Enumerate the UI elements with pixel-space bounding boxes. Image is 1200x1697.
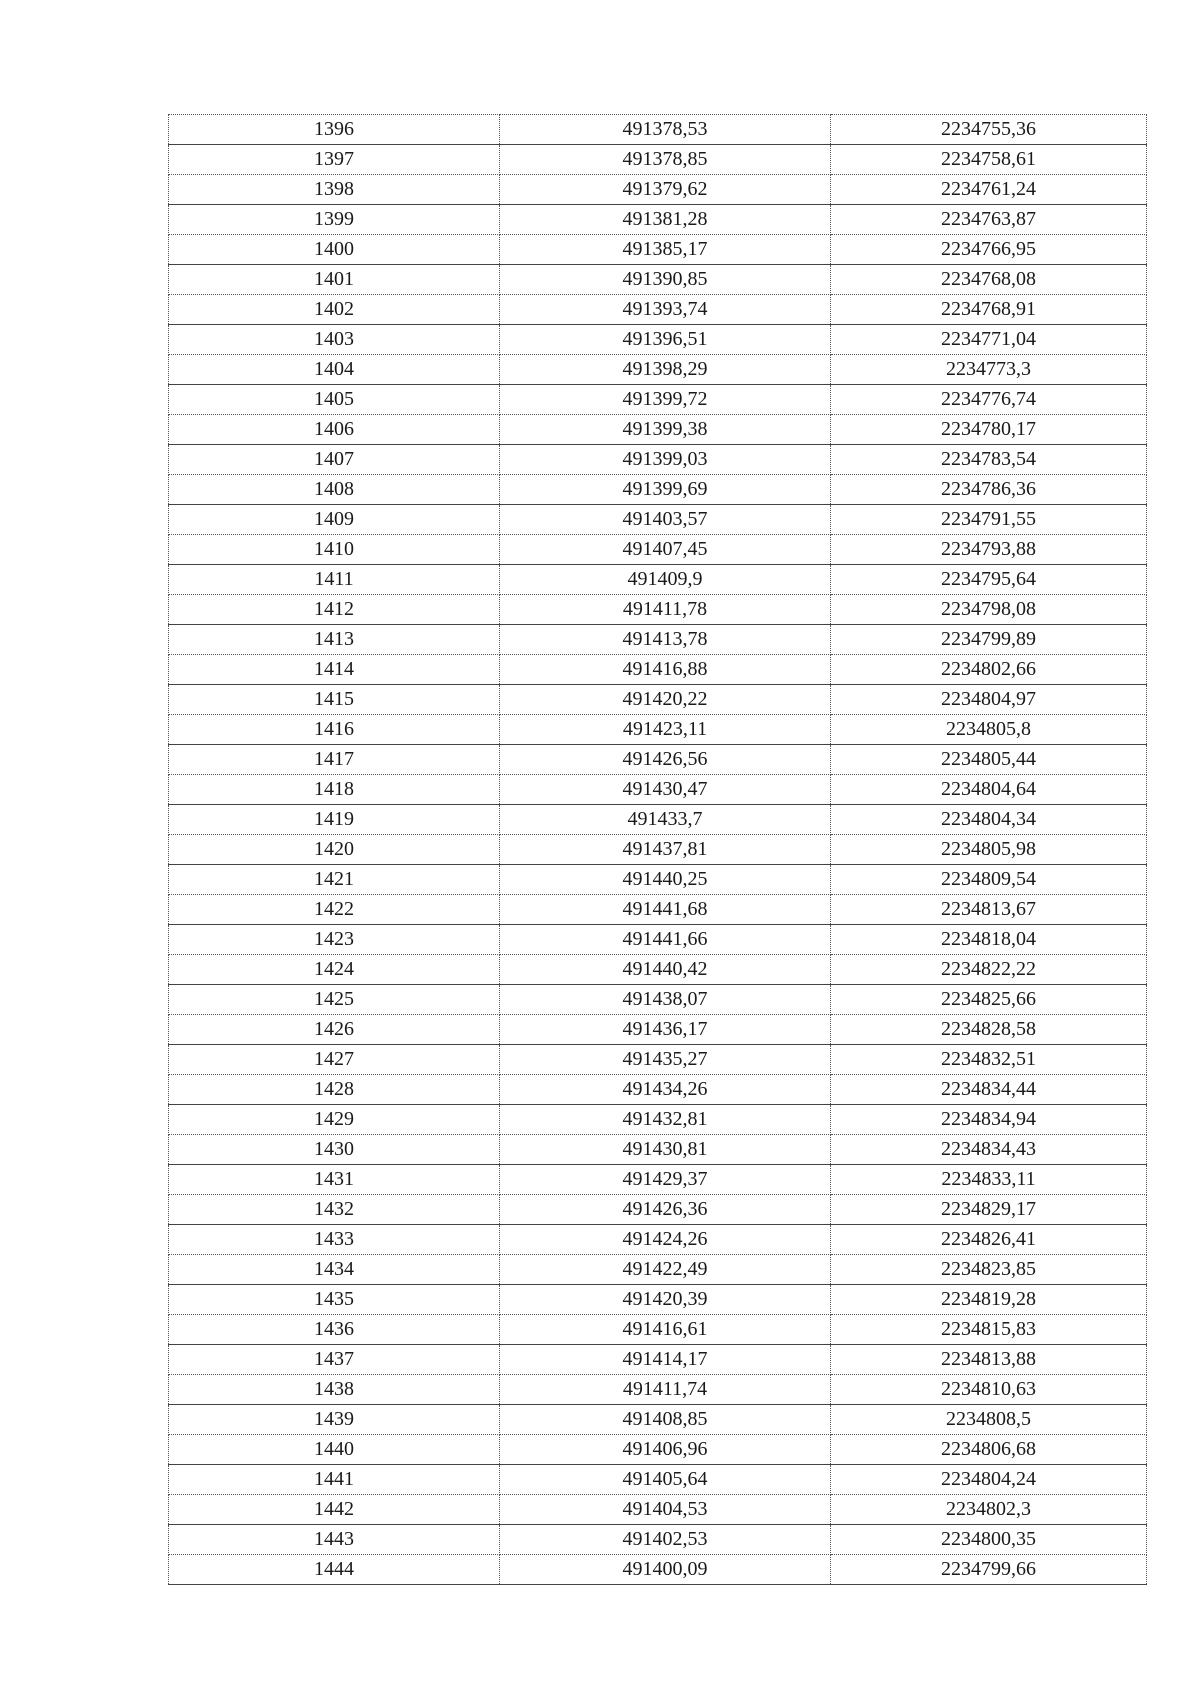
point-number-cell: 1402 bbox=[169, 295, 500, 325]
table-row bbox=[169, 1345, 1147, 1375]
x-coordinate-cell: 491441,68 bbox=[500, 895, 831, 925]
table-row bbox=[169, 1015, 1147, 1045]
point-number-cell: 1435 bbox=[169, 1285, 500, 1315]
x-coordinate-cell: 491416,88 bbox=[500, 655, 831, 685]
point-number-cell: 1403 bbox=[169, 325, 500, 355]
x-coordinate-cell: 491416,61 bbox=[500, 1315, 831, 1345]
x-coordinate-cell: 491403,57 bbox=[500, 505, 831, 535]
point-number-cell: 1399 bbox=[169, 205, 500, 235]
y-coordinate-cell: 2234758,61 bbox=[831, 145, 1147, 175]
point-number-cell: 1398 bbox=[169, 175, 500, 205]
table-row bbox=[169, 445, 1147, 475]
table-row bbox=[169, 1075, 1147, 1105]
point-number-cell: 1401 bbox=[169, 265, 500, 295]
point-number-cell: 1430 bbox=[169, 1135, 500, 1165]
point-number-cell: 1424 bbox=[169, 955, 500, 985]
table-row bbox=[169, 535, 1147, 565]
point-number-cell: 1444 bbox=[169, 1555, 500, 1585]
point-number-cell: 1439 bbox=[169, 1405, 500, 1435]
x-coordinate-cell: 491398,29 bbox=[500, 355, 831, 385]
y-coordinate-cell: 2234832,51 bbox=[831, 1045, 1147, 1075]
x-coordinate-cell: 491379,62 bbox=[500, 175, 831, 205]
y-coordinate-cell: 2234799,89 bbox=[831, 625, 1147, 655]
y-coordinate-cell: 2234780,17 bbox=[831, 415, 1147, 445]
y-coordinate-cell: 2234834,94 bbox=[831, 1105, 1147, 1135]
y-coordinate-cell: 2234802,66 bbox=[831, 655, 1147, 685]
y-coordinate-cell: 2234804,24 bbox=[831, 1465, 1147, 1495]
y-coordinate-cell: 2234799,66 bbox=[831, 1555, 1147, 1585]
y-coordinate-cell: 2234804,97 bbox=[831, 685, 1147, 715]
y-coordinate-cell: 2234823,85 bbox=[831, 1255, 1147, 1285]
table-row bbox=[169, 655, 1147, 685]
y-coordinate-cell: 2234828,58 bbox=[831, 1015, 1147, 1045]
y-coordinate-cell: 2234834,43 bbox=[831, 1135, 1147, 1165]
x-coordinate-cell: 491423,11 bbox=[500, 715, 831, 745]
point-number-cell: 1417 bbox=[169, 745, 500, 775]
x-coordinate-cell: 491406,96 bbox=[500, 1435, 831, 1465]
x-coordinate-cell: 491426,56 bbox=[500, 745, 831, 775]
table-row bbox=[169, 1495, 1147, 1525]
table-row bbox=[169, 895, 1147, 925]
point-number-cell: 1415 bbox=[169, 685, 500, 715]
y-coordinate-cell: 2234809,54 bbox=[831, 865, 1147, 895]
table-row bbox=[169, 385, 1147, 415]
point-number-cell: 1441 bbox=[169, 1465, 500, 1495]
y-coordinate-cell: 2234805,98 bbox=[831, 835, 1147, 865]
y-coordinate-cell: 2234800,35 bbox=[831, 1525, 1147, 1555]
point-number-cell: 1420 bbox=[169, 835, 500, 865]
point-number-cell: 1431 bbox=[169, 1165, 500, 1195]
y-coordinate-cell: 2234813,88 bbox=[831, 1345, 1147, 1375]
y-coordinate-cell: 2234786,36 bbox=[831, 475, 1147, 505]
table-row bbox=[169, 1285, 1147, 1315]
table-row bbox=[169, 145, 1147, 175]
point-number-cell: 1418 bbox=[169, 775, 500, 805]
table-row bbox=[169, 325, 1147, 355]
table-row bbox=[169, 805, 1147, 835]
table-row bbox=[169, 1135, 1147, 1165]
y-coordinate-cell: 2234822,22 bbox=[831, 955, 1147, 985]
table-row bbox=[169, 835, 1147, 865]
point-number-cell: 1443 bbox=[169, 1525, 500, 1555]
y-coordinate-cell: 2234808,5 bbox=[831, 1405, 1147, 1435]
x-coordinate-cell: 491390,85 bbox=[500, 265, 831, 295]
table-row bbox=[169, 1225, 1147, 1255]
point-number-cell: 1425 bbox=[169, 985, 500, 1015]
y-coordinate-cell: 2234818,04 bbox=[831, 925, 1147, 955]
point-number-cell: 1438 bbox=[169, 1375, 500, 1405]
x-coordinate-cell: 491435,27 bbox=[500, 1045, 831, 1075]
table-row bbox=[169, 505, 1147, 535]
point-number-cell: 1419 bbox=[169, 805, 500, 835]
x-coordinate-cell: 491413,78 bbox=[500, 625, 831, 655]
table-row bbox=[169, 1405, 1147, 1435]
point-number-cell: 1400 bbox=[169, 235, 500, 265]
y-coordinate-cell: 2234768,91 bbox=[831, 295, 1147, 325]
table-row bbox=[169, 1435, 1147, 1465]
point-number-cell: 1408 bbox=[169, 475, 500, 505]
table-row bbox=[169, 625, 1147, 655]
point-number-cell: 1427 bbox=[169, 1045, 500, 1075]
point-number-cell: 1397 bbox=[169, 145, 500, 175]
point-number-cell: 1404 bbox=[169, 355, 500, 385]
y-coordinate-cell: 2234783,54 bbox=[831, 445, 1147, 475]
point-number-cell: 1423 bbox=[169, 925, 500, 955]
point-number-cell: 1421 bbox=[169, 865, 500, 895]
table-row bbox=[169, 865, 1147, 895]
y-coordinate-cell: 2234805,8 bbox=[831, 715, 1147, 745]
y-coordinate-cell: 2234793,88 bbox=[831, 535, 1147, 565]
y-coordinate-cell: 2234833,11 bbox=[831, 1165, 1147, 1195]
point-number-cell: 1440 bbox=[169, 1435, 500, 1465]
table-row bbox=[169, 775, 1147, 805]
y-coordinate-cell: 2234755,36 bbox=[831, 115, 1147, 145]
y-coordinate-cell: 2234834,44 bbox=[831, 1075, 1147, 1105]
point-number-cell: 1412 bbox=[169, 595, 500, 625]
table-row bbox=[169, 985, 1147, 1015]
x-coordinate-cell: 491433,7 bbox=[500, 805, 831, 835]
table-row bbox=[169, 1255, 1147, 1285]
y-coordinate-cell: 2234826,41 bbox=[831, 1225, 1147, 1255]
y-coordinate-cell: 2234829,17 bbox=[831, 1195, 1147, 1225]
x-coordinate-cell: 491407,45 bbox=[500, 535, 831, 565]
point-number-cell: 1429 bbox=[169, 1105, 500, 1135]
point-number-cell: 1433 bbox=[169, 1225, 500, 1255]
x-coordinate-cell: 491381,28 bbox=[500, 205, 831, 235]
table-row bbox=[169, 355, 1147, 385]
x-coordinate-cell: 491404,53 bbox=[500, 1495, 831, 1525]
point-number-cell: 1436 bbox=[169, 1315, 500, 1345]
table-row bbox=[169, 715, 1147, 745]
point-number-cell: 1405 bbox=[169, 385, 500, 415]
x-coordinate-cell: 491393,74 bbox=[500, 295, 831, 325]
y-coordinate-cell: 2234819,28 bbox=[831, 1285, 1147, 1315]
y-coordinate-cell: 2234776,74 bbox=[831, 385, 1147, 415]
point-number-cell: 1413 bbox=[169, 625, 500, 655]
x-coordinate-cell: 491411,74 bbox=[500, 1375, 831, 1405]
x-coordinate-cell: 491441,66 bbox=[500, 925, 831, 955]
x-coordinate-cell: 491402,53 bbox=[500, 1525, 831, 1555]
point-number-cell: 1406 bbox=[169, 415, 500, 445]
table-row bbox=[169, 1165, 1147, 1195]
point-number-cell: 1434 bbox=[169, 1255, 500, 1285]
y-coordinate-cell: 2234802,3 bbox=[831, 1495, 1147, 1525]
table-row bbox=[169, 265, 1147, 295]
table-row bbox=[169, 1525, 1147, 1555]
x-coordinate-cell: 491396,51 bbox=[500, 325, 831, 355]
y-coordinate-cell: 2234798,08 bbox=[831, 595, 1147, 625]
x-coordinate-cell: 491408,85 bbox=[500, 1405, 831, 1435]
y-coordinate-cell: 2234804,64 bbox=[831, 775, 1147, 805]
point-number-cell: 1422 bbox=[169, 895, 500, 925]
table-row bbox=[169, 565, 1147, 595]
y-coordinate-cell: 2234813,67 bbox=[831, 895, 1147, 925]
y-coordinate-cell: 2234761,24 bbox=[831, 175, 1147, 205]
x-coordinate-cell: 491430,47 bbox=[500, 775, 831, 805]
x-coordinate-cell: 491424,26 bbox=[500, 1225, 831, 1255]
x-coordinate-cell: 491400,09 bbox=[500, 1555, 831, 1585]
y-coordinate-cell: 2234768,08 bbox=[831, 265, 1147, 295]
x-coordinate-cell: 491399,03 bbox=[500, 445, 831, 475]
y-coordinate-cell: 2234791,55 bbox=[831, 505, 1147, 535]
table-row bbox=[169, 925, 1147, 955]
table-row bbox=[169, 1195, 1147, 1225]
x-coordinate-cell: 491378,53 bbox=[500, 115, 831, 145]
x-coordinate-cell: 491438,07 bbox=[500, 985, 831, 1015]
y-coordinate-cell: 2234795,64 bbox=[831, 565, 1147, 595]
table-row bbox=[169, 205, 1147, 235]
y-coordinate-cell: 2234773,3 bbox=[831, 355, 1147, 385]
table-row bbox=[169, 235, 1147, 265]
table-row bbox=[169, 415, 1147, 445]
x-coordinate-cell: 491420,39 bbox=[500, 1285, 831, 1315]
x-coordinate-cell: 491432,81 bbox=[500, 1105, 831, 1135]
y-coordinate-cell: 2234806,68 bbox=[831, 1435, 1147, 1465]
table-row bbox=[169, 1045, 1147, 1075]
point-number-cell: 1416 bbox=[169, 715, 500, 745]
x-coordinate-cell: 491436,17 bbox=[500, 1015, 831, 1045]
point-number-cell: 1437 bbox=[169, 1345, 500, 1375]
table-row bbox=[169, 475, 1147, 505]
point-number-cell: 1442 bbox=[169, 1495, 500, 1525]
table-row bbox=[169, 955, 1147, 985]
y-coordinate-cell: 2234766,95 bbox=[831, 235, 1147, 265]
table-row bbox=[169, 1555, 1147, 1585]
table-row bbox=[169, 745, 1147, 775]
table-row bbox=[169, 1105, 1147, 1135]
x-coordinate-cell: 491399,69 bbox=[500, 475, 831, 505]
x-coordinate-cell: 491414,17 bbox=[500, 1345, 831, 1375]
coordinates-table-body bbox=[169, 115, 1147, 1585]
x-coordinate-cell: 491426,36 bbox=[500, 1195, 831, 1225]
x-coordinate-cell: 491385,17 bbox=[500, 235, 831, 265]
x-coordinate-cell: 491399,38 bbox=[500, 415, 831, 445]
x-coordinate-cell: 491429,37 bbox=[500, 1165, 831, 1195]
point-number-cell: 1411 bbox=[169, 565, 500, 595]
point-number-cell: 1432 bbox=[169, 1195, 500, 1225]
table-row bbox=[169, 1465, 1147, 1495]
table-row bbox=[169, 115, 1147, 145]
x-coordinate-cell: 491440,42 bbox=[500, 955, 831, 985]
coordinates-table bbox=[168, 114, 1147, 1585]
table-row bbox=[169, 685, 1147, 715]
point-number-cell: 1396 bbox=[169, 115, 500, 145]
y-coordinate-cell: 2234815,83 bbox=[831, 1315, 1147, 1345]
x-coordinate-cell: 491378,85 bbox=[500, 145, 831, 175]
x-coordinate-cell: 491411,78 bbox=[500, 595, 831, 625]
x-coordinate-cell: 491422,49 bbox=[500, 1255, 831, 1285]
x-coordinate-cell: 491434,26 bbox=[500, 1075, 831, 1105]
y-coordinate-cell: 2234810,63 bbox=[831, 1375, 1147, 1405]
x-coordinate-cell: 491440,25 bbox=[500, 865, 831, 895]
point-number-cell: 1410 bbox=[169, 535, 500, 565]
point-number-cell: 1407 bbox=[169, 445, 500, 475]
x-coordinate-cell: 491430,81 bbox=[500, 1135, 831, 1165]
y-coordinate-cell: 2234825,66 bbox=[831, 985, 1147, 1015]
point-number-cell: 1409 bbox=[169, 505, 500, 535]
x-coordinate-cell: 491420,22 bbox=[500, 685, 831, 715]
y-coordinate-cell: 2234805,44 bbox=[831, 745, 1147, 775]
table-row bbox=[169, 1375, 1147, 1405]
table-row bbox=[169, 1315, 1147, 1345]
y-coordinate-cell: 2234804,34 bbox=[831, 805, 1147, 835]
table-row bbox=[169, 295, 1147, 325]
y-coordinate-cell: 2234763,87 bbox=[831, 205, 1147, 235]
x-coordinate-cell: 491409,9 bbox=[500, 565, 831, 595]
table-row bbox=[169, 595, 1147, 625]
x-coordinate-cell: 491437,81 bbox=[500, 835, 831, 865]
x-coordinate-cell: 491405,64 bbox=[500, 1465, 831, 1495]
point-number-cell: 1426 bbox=[169, 1015, 500, 1045]
x-coordinate-cell: 491399,72 bbox=[500, 385, 831, 415]
point-number-cell: 1428 bbox=[169, 1075, 500, 1105]
y-coordinate-cell: 2234771,04 bbox=[831, 325, 1147, 355]
point-number-cell: 1414 bbox=[169, 655, 500, 685]
table-row bbox=[169, 175, 1147, 205]
